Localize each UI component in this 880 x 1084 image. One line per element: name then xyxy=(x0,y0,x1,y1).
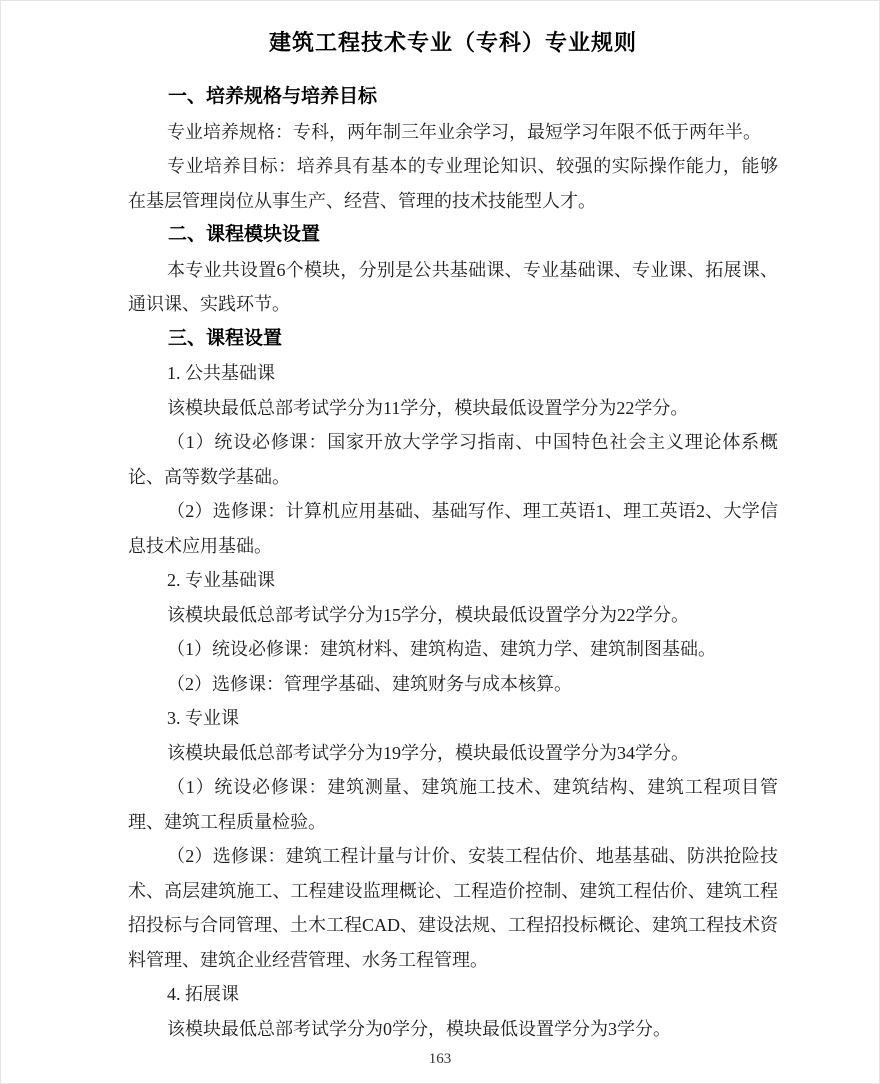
paragraph: （2）选修课：建筑工程计量与计价、安装工程估价、地基基础、防洪抢险技术、高层建筑施工、工程建设监理概论、工程造价控制、建筑工程估价、建筑工程招投标与合同管理、土木工程CAD、建设法规、工程招投标概论、建筑工程技术资料管理、建筑企业经营管理、水务工程管理。 xyxy=(128,846,779,970)
subsection-label: 2. 专业基础课 xyxy=(167,570,275,590)
subsection-label: 3. 专业课 xyxy=(167,708,239,728)
section-heading-3: 三、课程设置 xyxy=(168,327,283,349)
paragraph: 专业培养规格：专科，两年制三年业余学习，最短学习年限不低于两年半。 xyxy=(167,121,761,142)
subsection-label: 4. 拓展课 xyxy=(167,984,239,1004)
paragraph: 该模块最低总部考试学分为19学分，模块最低设置学分为34学分。 xyxy=(167,742,689,763)
paragraph: 该模块最低总部考试学分为15学分，模块最低设置学分为22学分。 xyxy=(167,604,689,625)
document-content xyxy=(1,1,879,1046)
paragraph: 专业培养目标：培养具有基本的专业理论知识、较强的实际操作能力，能够在基层管理岗位从事生产、经营、管理的技术技能型人才。 xyxy=(128,156,778,211)
paragraph: （1）统设必修课：建筑材料、建筑构造、建筑力学、建筑制图基础。 xyxy=(167,639,716,659)
paragraph: 该模块最低总部考试学分为11学分，模块最低设置学分为22学分。 xyxy=(167,397,689,418)
paragraph: （2）选修课：计算机应用基础、基础写作、理工英语1、理工英语2、大学信息技术应用基础。 xyxy=(128,501,778,556)
paragraph: （2）选修课：管理学基础、建筑财务与成本核算。 xyxy=(167,673,572,694)
paragraph: （1）统设必修课：建筑测量、建筑施工技术、建筑结构、建筑工程项目管理、建筑工程质量检验。 xyxy=(128,777,778,832)
paragraph: （1）统设必修课：国家开放大学学习指南、中国特色社会主义理论体系概论、高等数学基础。 xyxy=(128,432,778,487)
page-title: 建筑工程技术专业（专科）专业规则 xyxy=(268,30,637,55)
section-heading-2: 二、课程模块设置 xyxy=(168,224,321,245)
paragraph: 本专业共设置6个模块，分别是公共基础课、专业基础课、专业课、拓展课、通识课、实践环节。 xyxy=(128,259,778,314)
paragraph: 该模块最低总部考试学分为0学分，模块最低设置学分为3学分。 xyxy=(167,1018,671,1039)
section-heading-1: 一、培养规格与培养目标 xyxy=(168,86,378,107)
subsection-label: 1. 公共基础课 xyxy=(167,363,275,383)
page-number: 163 xyxy=(428,1051,452,1067)
